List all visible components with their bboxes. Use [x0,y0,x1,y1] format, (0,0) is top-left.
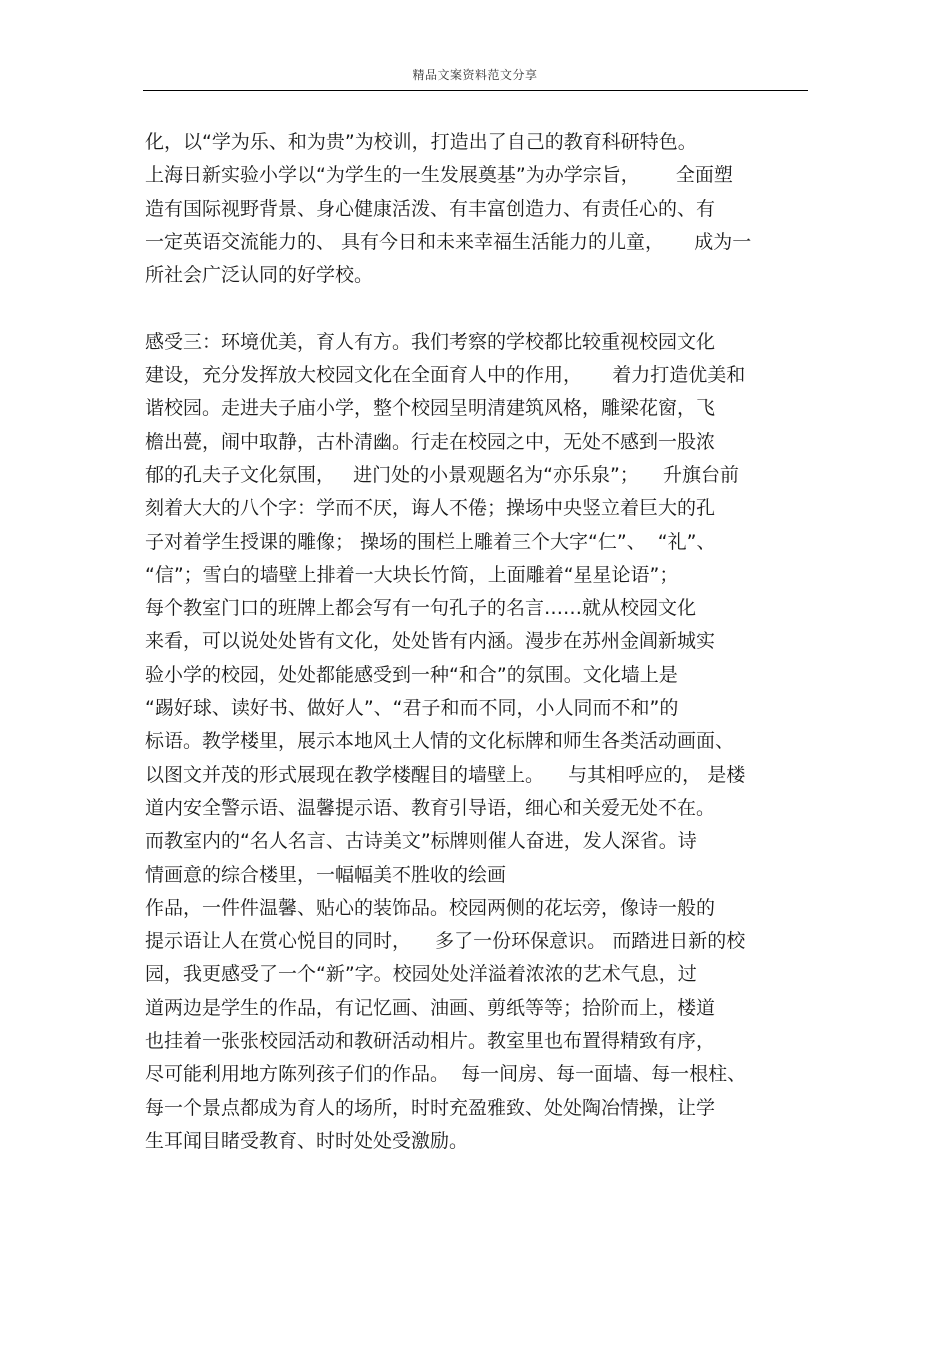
text-line: 情画意的综合楼里，一幅幅美不胜收的绘画 [145,863,507,886]
text-line: 标语。教学楼里，展示本地风土人情的文化标牌和师生各类活动画面、 [145,730,735,753]
text-line: 建设，充分发挥放大校园文化在全面育人中的作用， 着力打造优美和 [145,364,746,387]
text-line: 作品，一件件温馨、贴心的装饰品。校园两侧的花坛旁，像诗一般的 [145,896,716,919]
text-line: 生耳闻目睹受教育、时时处处受激励。 [145,1129,469,1152]
header-divider [143,90,808,91]
text-line: 上海日新实验小学以“为学生的一生发展奠基”为办学宗旨， 全面塑 [145,164,733,187]
text-line: 道两边是学生的作品，有记忆画、油画、剪纸等等；拾阶而上，楼道 [145,996,716,1019]
text-line: 子对着学生授课的雕像； 操场的围栏上雕着三个大字“仁”、 “礼”、 [145,530,716,553]
text-line: 檐出甍，闹中取静，古朴清幽。行走在校园之中，无处不感到一股浓 [145,430,716,453]
text-line: 也挂着一张张校园活动和教研活动相片。教室里也布置得精致有序， [145,1030,716,1053]
text-line: 园，我更感受了一个“新”字。校园处处洋溢着浓浓的艺术气息，过 [145,963,697,986]
text-line: 来看，可以说处处皆有文化，处处皆有内涵。漫步在苏州金阊新城实 [145,630,716,653]
text-line: 刻着大大的八个字：学而不厌，诲人不倦；操场中央竖立着巨大的孔 [145,497,716,520]
text-line: 郁的孔夫子文化氛围， 进门处的小景观题名为“亦乐泉”； 升旗台前 [145,463,739,486]
text-line: 以图文并茂的形式展现在教学楼醒目的墙壁上。 与其相呼应的， 是楼 [145,763,746,786]
text-line: 化，以“学为乐、和为贵”为校训，打造出了自己的教育科研特色。 [145,131,697,153]
text-line: 尽可能利用地方陈列孩子们的作品。 每一间房、每一面墙、每一根柱、 [145,1063,747,1086]
text-line: “踢好球、读好书、做好人”、“君子和而不同，小人同而不和”的 [145,697,679,720]
text-line: 一定英语交流能力的、 具有今日和未来幸福生活能力的儿童， 成为一 [145,230,752,253]
text-line: 道内安全警示语、温馨提示语、教育引导语，细心和关爱无处不在。 [145,796,716,819]
text-line: 提示语让人在赏心悦目的同时， 多了一份环保意识。 而踏进日新的校 [145,930,746,953]
paragraph-school-motto [145,126,810,292]
text-line: 验小学的校园，处处都能感受到一种“和合”的氛围。文化墙上是 [145,663,678,686]
text-line: “信”；雪白的墙壁上排着一大块长竹简，上面雕着“星星论语”； [145,563,679,586]
text-line: 感受三：环境优美，育人有方。我们考察的学校都比较重视校园文化 [145,330,716,353]
page-header: 精品文案资料范文分享 [412,68,538,82]
paragraph-campus-environment [145,326,810,1158]
text-line: 造有国际视野背景、身心健康活泼、有丰富创造力、有责任心的、有 [145,197,716,220]
text-line: 谐校园。走进夫子庙小学，整个校园呈明清建筑风格，雕梁花窗，飞 [145,397,716,420]
text-line: 每一个景点都成为育人的场所，时时充盈雅致、处处陶冶情操，让学 [145,1096,716,1119]
paragraph-spacer [145,292,810,325]
text-line: 所社会广泛认同的好学校。 [145,264,374,287]
text-line: 每个教室门口的班牌上都会写有一句孔子的名言……就从校园文化 [145,597,697,620]
text-line: 而教室内的“名人名言、古诗美文”标牌则催人奋进，发人深省。诗 [145,830,697,853]
document-body [145,126,810,1158]
